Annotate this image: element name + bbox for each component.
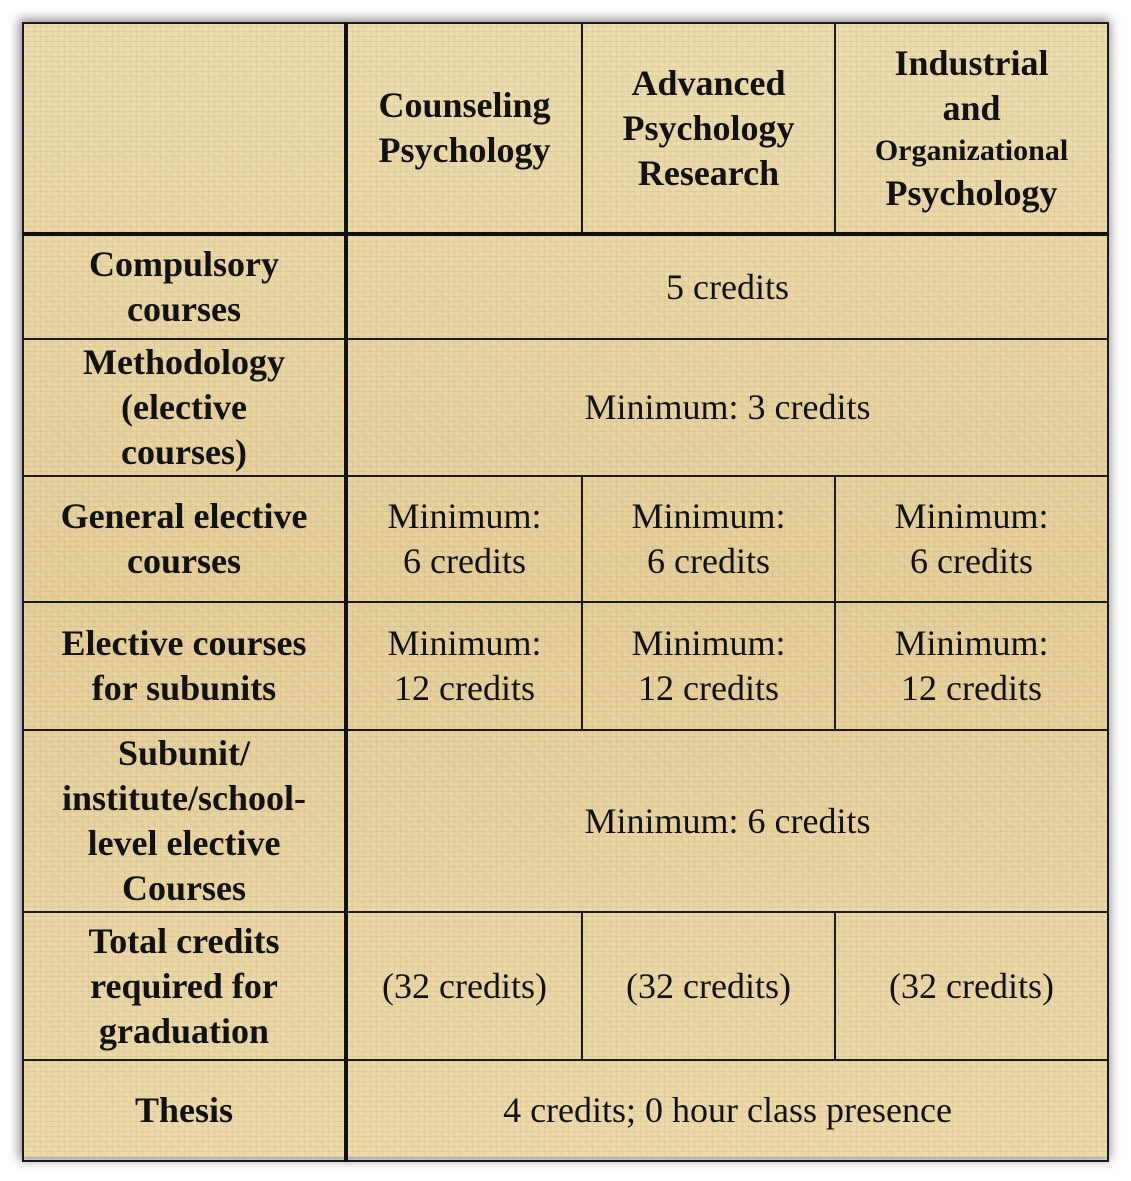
value-total-credits-counseling: (32 credits) [346,912,582,1060]
column-header-advanced-psychology-research: Advanced Psychology Research [582,23,835,234]
value-general-elective-advanced-research: Minimum: 6 credits [582,476,835,602]
row-label-thesis: Thesis [23,1060,346,1161]
value-elective-subunits-industrial-organizational: Minimum: 12 credits [835,602,1108,730]
row-label-compulsory-courses: Compulsory courses [23,234,346,339]
value-methodology: Minimum: 3 credits [346,339,1108,476]
table-row [23,339,1108,476]
value-general-elective-industrial-organizational: Minimum: 6 credits [835,476,1108,602]
value-elective-subunits-advanced-research: Minimum: 12 credits [582,602,835,730]
credit-requirements-table [22,22,1109,1162]
corner-cell [23,23,346,234]
row-label-subunit-institute-school-level: Subunit/ institute/school- level elective Courses [23,730,346,912]
value-elective-subunits-counseling: Minimum: 12 credits [346,602,582,730]
row-label-total-credits: Total credits required for graduation [23,912,346,1060]
header-row [23,23,1108,234]
row-label-elective-courses-subunits: Elective courses for subunits [23,602,346,730]
value-subunit-institute-school-level: Minimum: 6 credits [346,730,1108,912]
table-row [23,730,1108,912]
row-label-general-elective-courses: General elective courses [23,476,346,602]
table-row [23,476,1108,602]
table-row [23,234,1108,339]
table-row [23,602,1108,730]
value-general-elective-counseling: Minimum: 6 credits [346,476,582,602]
table-row [23,912,1108,1060]
column-header-counseling-psychology: Counseling Psychology [346,23,582,234]
row-label-methodology: Methodology (elective courses) [23,339,346,476]
value-total-credits-advanced-research: (32 credits) [582,912,835,1060]
column-header-industrial-organizational-psychology: Industrial and Organizational Psychology [835,23,1108,234]
value-compulsory-courses: 5 credits [346,234,1108,339]
table-row [23,1060,1108,1161]
value-thesis: 4 credits; 0 hour class presence [346,1060,1108,1161]
value-total-credits-industrial-organizational: (32 credits) [835,912,1108,1060]
